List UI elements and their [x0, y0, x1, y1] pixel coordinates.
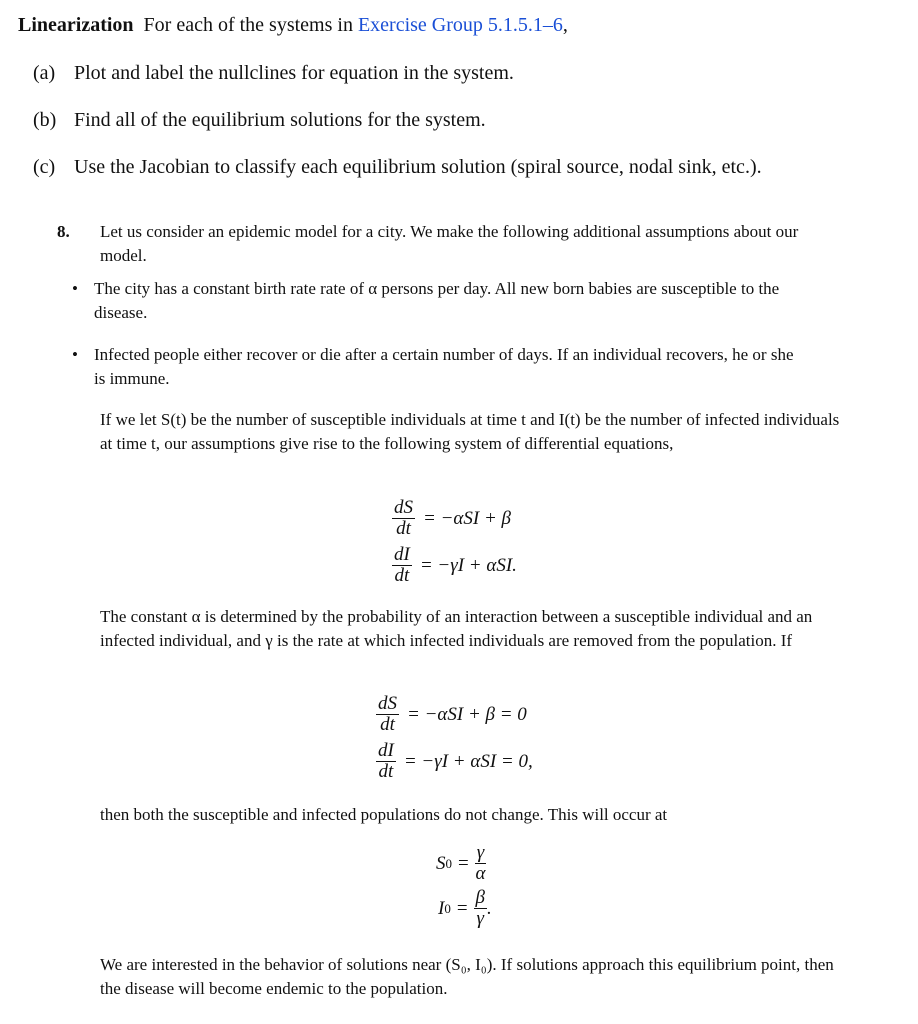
task-label: (b): [33, 109, 57, 131]
task-text: Plot and label the nullclines for equation in the system.: [74, 62, 514, 84]
equation-ds-zero: [376, 694, 527, 735]
equation-rhs: = −αSI + β = 0: [407, 703, 527, 725]
equation-rhs: = −γI + αSI.: [419, 554, 517, 576]
fraction: $\frac{\gamma}{\alpha}$: [475, 842, 486, 884]
heading-intro: For each of the systems in: [143, 14, 353, 36]
paragraph-conclusion: We are interested in the behavior of solutions near (S₀, I₀). If solutions approach this equilibrium point, then the disease will become endemic to the population.: [100, 955, 834, 998]
bullet-icon: •: [72, 345, 78, 364]
bullet-text: The city has a constant birth rate rate of α persons per day. All new born babies are susceptible to the disease.: [94, 279, 780, 322]
task-b: [33, 109, 486, 132]
equilibrium-s0: S 0 = $\frac{\gamma}{\alpha}$: [436, 842, 486, 884]
var: S: [436, 852, 446, 874]
problem-number: 8.: [57, 222, 70, 241]
paragraph-steady: then both the susceptible and infected populations do not change. This will occur at: [100, 805, 668, 824]
task-c: [33, 156, 762, 179]
bullet-text: Infected people either recover or die after a certain number of days. If an individual recovers, he or she is immune.: [94, 345, 794, 388]
fraction: $\frac{dS}{dt}$: [378, 693, 397, 735]
equation-rhs: = −γI + αSI = 0,: [403, 750, 533, 772]
fraction: $\frac{dS}{dt}$: [394, 497, 413, 539]
exercise-heading: [18, 14, 568, 37]
exercise-group-link[interactable]: Exercise Group 5.1.5.1–6: [357, 14, 563, 36]
task-text: Use the Jacobian to classify each equilibrium solution (spiral source, nodal sink, etc.).: [74, 156, 762, 178]
fraction: $\frac{\beta}{\gamma}$: [475, 887, 486, 929]
fraction: $\frac{dI}{dt}$: [394, 544, 410, 586]
equation-di: [392, 545, 517, 586]
task-label: (a): [33, 62, 56, 84]
var: I: [438, 897, 445, 919]
fraction: $\frac{dI}{dt}$: [378, 740, 394, 782]
task-text: Find all of the equilibrium solutions for the system.: [74, 109, 486, 131]
paragraph-setup: If we let S(t) be the number of susceptible individuals at time t and I(t) be the number of infected individuals at time t, our assumptions give rise to the following system of differential equations,: [100, 410, 840, 453]
paragraph-constants: The constant α is determined by the probability of an interaction between a susceptible individual and an infected individual, and γ is the rate at which infected individuals are removed from the population. If: [100, 607, 813, 650]
heading-title: Linearization: [18, 14, 134, 36]
equation-di-zero: [376, 741, 533, 782]
problem-intro: Let us consider an epidemic model for a city. We make the following additional assumptions about our model.: [100, 222, 799, 265]
heading-trail: ,: [562, 14, 568, 36]
bullet-icon: •: [72, 279, 78, 298]
task-label: (c): [33, 156, 56, 178]
equilibrium-i0: I 0 = $\frac{\beta}{\gamma}$ .: [438, 887, 492, 929]
equation-ds: [392, 498, 511, 539]
equation-rhs: = −αSI + β: [423, 507, 511, 529]
task-a: [33, 62, 514, 85]
